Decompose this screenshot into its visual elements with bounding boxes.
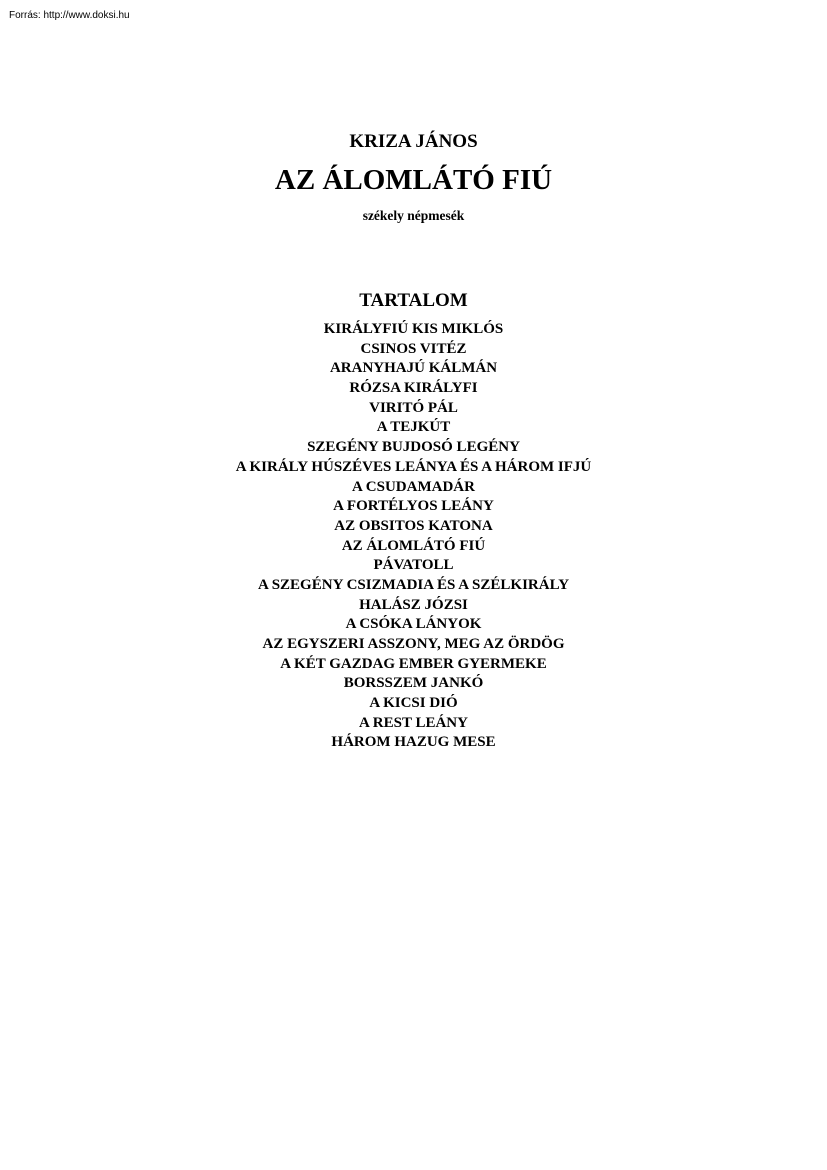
toc-item: A REST LEÁNY: [359, 714, 468, 731]
toc-item: ARANYHAJÚ KÁLMÁN: [329, 360, 498, 377]
toc-item: SZEGÉNY BUJDOSÓ LEGÉNY: [307, 439, 520, 456]
toc-item: HALÁSZ JÓZSI: [359, 596, 468, 613]
source-line: Forrás: http://www.doksi.hu: [9, 10, 130, 21]
toc-item: VIRITÓ PÁL: [369, 399, 458, 416]
toc-item: A CSÓKA LÁNYOK: [345, 616, 482, 633]
book-subtitle: székely népmesék: [362, 208, 465, 223]
toc-item: KIRÁLYFIÚ KIS MIKLÓS: [323, 321, 504, 337]
toc-item: CSINOS VITÉZ: [360, 340, 467, 357]
table-of-contents: [0, 320, 827, 753]
toc-item: HÁROM HAZUG MESE: [331, 734, 496, 751]
author-name: KRIZA JÁNOS: [349, 131, 478, 152]
toc-heading: TARTALOM: [359, 290, 468, 311]
toc-item: BORSSZEM JANKÓ: [343, 675, 484, 692]
toc-item: A FORTÉLYOS LEÁNY: [333, 498, 494, 515]
toc-item: AZ EGYSZERI ASSZONY, MEG AZ ÖRDÖG: [262, 636, 565, 652]
toc-item: A KIRÁLY HÚSZÉVES LEÁNYA ÉS A HÁROM IFJÚ: [235, 458, 592, 475]
toc-item: AZ OBSITOS KATONA: [334, 517, 493, 534]
toc-item: AZ ÁLOMLÁTÓ FIÚ: [341, 537, 486, 554]
toc-item: RÓZSA KIRÁLYFI: [349, 380, 478, 397]
toc-item: A KÉT GAZDAG EMBER GYERMEKE: [280, 655, 547, 672]
toc-item: A KICSI DIÓ: [369, 695, 458, 712]
book-title: AZ ÁLOMLÁTÓ FIÚ: [274, 164, 553, 196]
toc-item: A SZEGÉNY CSIZMADIA ÉS A SZÉLKIRÁLY: [257, 576, 570, 593]
toc-item: A TEJKÚT: [376, 419, 451, 436]
toc-item: A CSUDAMADÁR: [352, 478, 475, 495]
toc-item: PÁVATOLL: [373, 557, 454, 574]
